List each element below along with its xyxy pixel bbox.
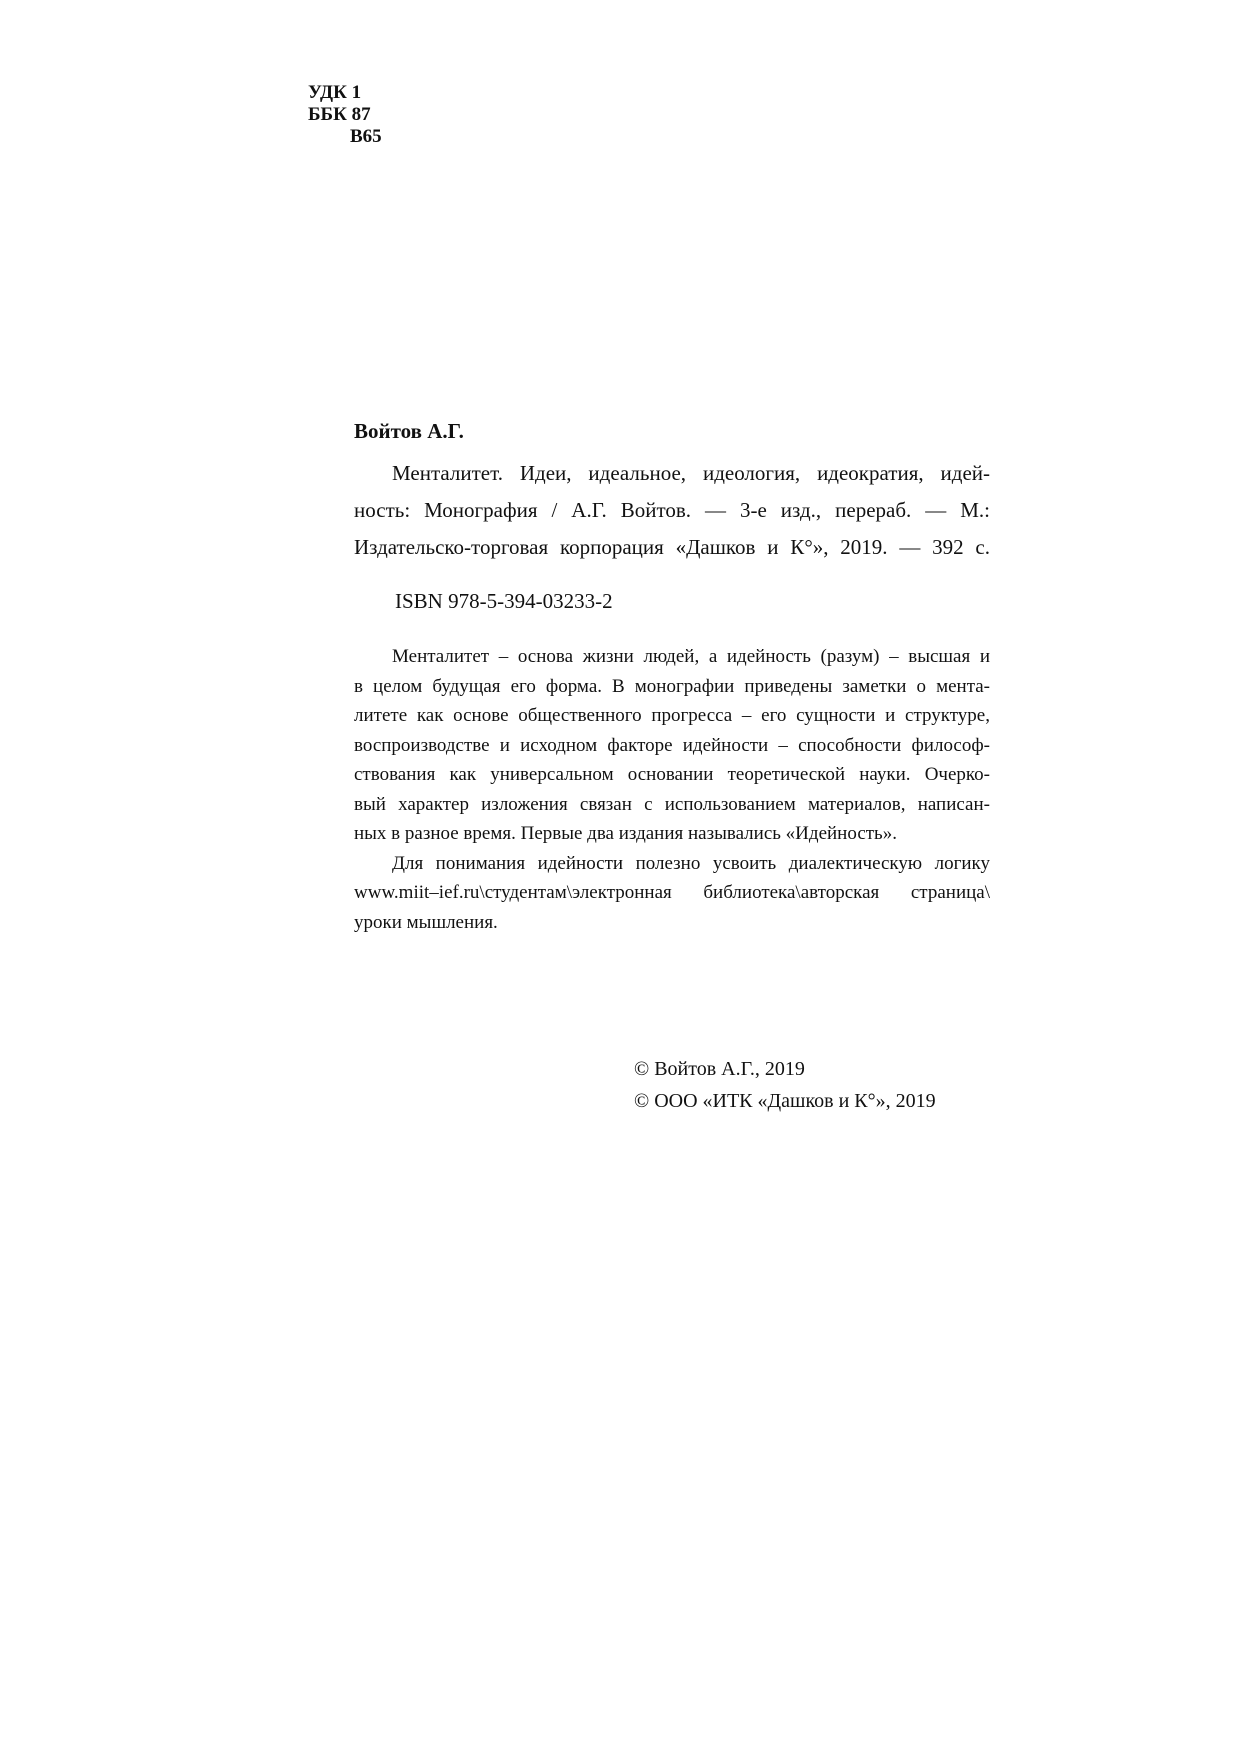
author-mark: В65 [350, 126, 382, 147]
abstract-line: уроки мышления. [354, 911, 498, 933]
udk-code: УДК 1 [308, 82, 362, 103]
abstract-line: воспроизводстве и исходном факторе идейности – способности философ- [354, 734, 990, 756]
citation-line: Менталитет. Идеи, идеальное, идеология, идеократия, идей- [392, 461, 990, 485]
author-heading: Войтов А.Г. [354, 419, 464, 443]
abstract [354, 642, 990, 937]
bbk-code: ББК 87 [308, 104, 371, 125]
isbn: ISBN 978-5-394-03233-2 [395, 589, 613, 613]
bibliographic-record [354, 418, 990, 937]
abstract-line: в целом будущая его форма. В монографии приведены заметки о мента- [354, 675, 990, 697]
copyright-author: © Войтов А.Г., 2019 [634, 1058, 805, 1080]
copyright-publisher: © ООО «ИТК «Дашков и К°», 2019 [634, 1090, 936, 1112]
citation-line: Издательско-торговая корпорация «Дашков и К°», 2019. — 392 с. [354, 535, 990, 559]
abstract-line: ных в разное время. Первые два издания назывались «Идейность». [354, 823, 897, 844]
citation [354, 455, 990, 566]
abstract-line: ствования как универсальном основании теоретической науки. Очерко- [354, 764, 990, 785]
abstract-line: литете как основе общественного прогресса – его сущности и структуре, [354, 705, 990, 726]
abstract-url-line: www.miit–ief.ru\студентам\электронная библиотека\авторская страница\ [354, 882, 990, 903]
copyright-block [634, 1053, 936, 1117]
classification-codes [308, 82, 382, 148]
abstract-line: Менталитет – основа жизни людей, а идейность (разум) – высшая и [392, 646, 990, 667]
abstract-line: Для понимания идейности полезно усвоить диалектическую логику [392, 852, 990, 874]
abstract-line: вый характер изложения связан с использованием материалов, написан- [354, 793, 990, 815]
citation-line: ность: Монография / А.Г. Войтов. — 3-е изд., перераб. — М.: [354, 498, 990, 522]
